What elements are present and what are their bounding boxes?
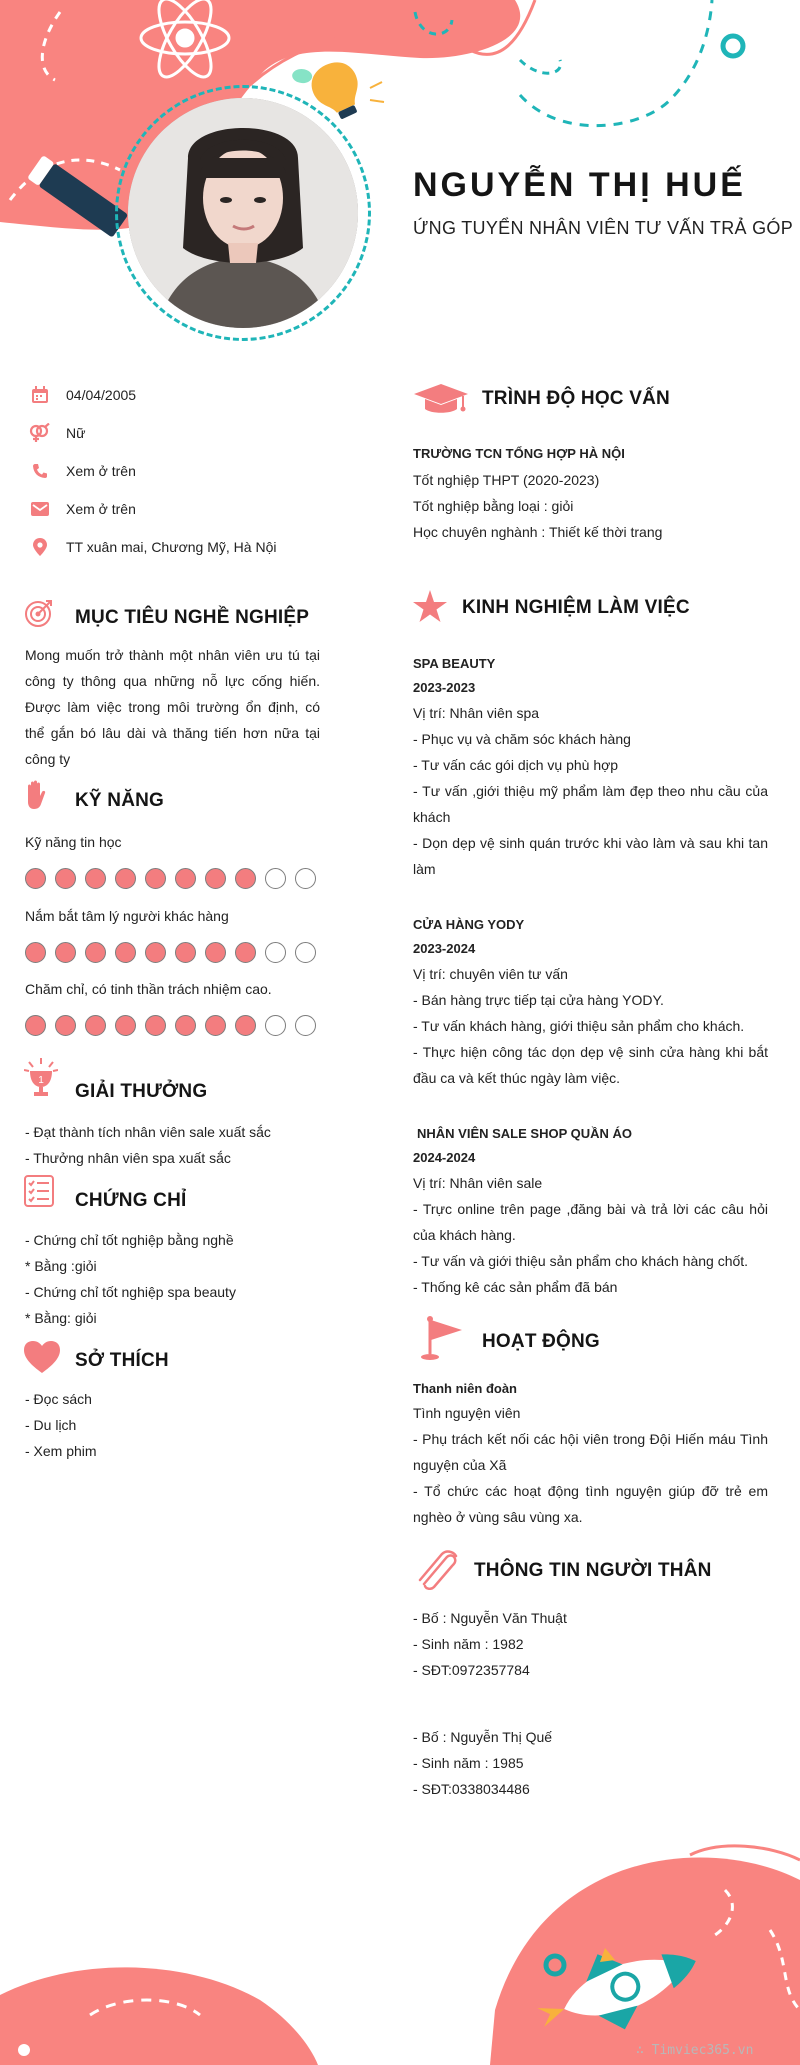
rating-dot-filled	[175, 868, 196, 889]
certificates-line-1: * Bằng :giỏi	[25, 1258, 97, 1274]
experience-title: KINH NGHIỆM LÀM VIỆC	[462, 597, 690, 618]
job-2-period: 2024-2024	[413, 1150, 476, 1165]
rating-dot-empty	[265, 868, 286, 889]
education-school: TRƯỜNG TCN TỔNG HỢP HÀ NỘI	[413, 446, 625, 461]
email-row	[28, 497, 136, 521]
rating-dot-filled	[145, 942, 166, 963]
svg-text:1: 1	[38, 1075, 44, 1086]
gender-row	[28, 421, 85, 445]
rating-dot-filled	[85, 942, 106, 963]
family-0-born: - Sinh năm : 1982	[413, 1636, 524, 1652]
job-1-period: 2023-2024	[413, 941, 476, 956]
hobbies-title: SỞ THÍCH	[75, 1350, 169, 1371]
awards-line-0: - Đạt thành tích nhân viên sale xuất sắc	[25, 1124, 271, 1140]
rating-dot-filled	[175, 942, 196, 963]
rating-dot-empty	[265, 1015, 286, 1036]
skill-rating-1	[25, 942, 316, 963]
rating-dot-filled	[175, 1015, 196, 1036]
checklist-icon	[24, 1175, 54, 1207]
education-line-2: Học chuyên nghành : Thiết kế thời trang	[413, 524, 663, 540]
location-pin-icon	[28, 535, 52, 559]
job-1-duty-0: - Bán hàng trực tiếp tại cửa hàng YODY.	[413, 992, 664, 1008]
gender-icon	[28, 421, 52, 445]
rating-dot-filled	[145, 868, 166, 889]
job-1-role: Vị trí: chuyên viên tư vấn	[413, 966, 568, 982]
skill-name-2: Chăm chỉ, có tinh thần trách nhiệm cao.	[25, 981, 272, 997]
objective-title: MỤC TIÊU NGHỀ NGHIỆP	[75, 607, 310, 628]
raised-hand-icon	[24, 780, 48, 812]
awards-line-1: - Thưởng nhân viên spa xuất sắc	[25, 1150, 231, 1166]
job-0-duty-3: - Dọn dẹp vệ sinh quán trước khi vào làm và sau khi tan làm	[413, 835, 768, 877]
rating-dot-filled	[145, 1015, 166, 1036]
rating-dot-filled	[205, 942, 226, 963]
trophy-icon	[24, 1058, 58, 1098]
watermark-text: Timviec365.vn	[651, 2043, 754, 2058]
certificates-line-3: * Bằng: giỏi	[25, 1310, 97, 1326]
activities-title: HOẠT ĐỘNG	[482, 1331, 600, 1352]
family-1-born: - Sinh năm : 1985	[413, 1755, 524, 1771]
activities-role: Tình nguyện viên	[413, 1405, 521, 1421]
job-1-duty-1: - Tư vấn khách hàng, giới thiệu sản phẩm cho khách.	[413, 1018, 745, 1034]
email-text: Xem ở trên	[66, 501, 136, 517]
education-line-0: Tốt nghiệp THPT (2020-2023)	[413, 472, 600, 488]
rating-dot-filled	[85, 868, 106, 889]
activities-org: Thanh niên đoàn	[413, 1381, 517, 1396]
flag-icon	[418, 1316, 464, 1362]
paperclip-icon	[416, 1550, 458, 1590]
awards-title: GIẢI THƯỞNG	[75, 1081, 208, 1102]
activities-line-1: - Tổ chức các hoạt động tình nguyện giúp đỡ trẻ em nghèo ở vùng sâu vùng xa.	[413, 1483, 768, 1525]
heart-icon	[23, 1340, 61, 1374]
rating-dot-filled	[25, 942, 46, 963]
family-0-phone: - SĐT:0972357784	[413, 1662, 530, 1678]
graduation-cap-icon	[413, 382, 469, 416]
job-0-duty-0: - Phục vụ và chăm sóc khách hàng	[413, 731, 631, 747]
avatar	[128, 98, 358, 328]
job-2-company: NHÂN VIÊN SALE SHOP QUẦN ÁO	[417, 1126, 633, 1141]
rating-dot-filled	[205, 1015, 226, 1036]
job-0-duty-2: - Tư vấn ,giới thiệu mỹ phẩm làm đẹp theo nhu cầu của khách	[413, 783, 768, 825]
phone-icon	[28, 459, 52, 483]
family-title: THÔNG TIN NGƯỜI THÂN	[474, 1560, 712, 1581]
rating-dot-filled	[115, 1015, 136, 1036]
rating-dot-filled	[55, 868, 76, 889]
job-2-duty-2: - Thống kê các sản phẩm đã bán	[413, 1279, 618, 1295]
job-1-company: CỬA HÀNG YODY	[413, 917, 525, 932]
rating-dot-filled	[25, 868, 46, 889]
certificates-line-0: - Chứng chỉ tốt nghiệp bằng nghề	[25, 1232, 234, 1248]
star-icon	[413, 590, 447, 623]
rating-dot-filled	[85, 1015, 106, 1036]
birthday-text: 04/04/2005	[66, 387, 137, 403]
activities-line-0: - Phụ trách kết nối các hội viên trong Đội Hiến máu Tình nguyện của Xã	[413, 1431, 768, 1473]
skill-rating-2	[25, 1015, 316, 1036]
email-icon	[28, 497, 52, 521]
objective-text: Mong muốn trở thành một nhân viên ưu tú tại công ty thông qua những nỗ lực cống hiến. Được làm việc trong môi trường ổn định, có thể gắn bó lâu dài và thăng tiến hơn nữa tại công ty	[25, 647, 320, 767]
avatar-frame	[115, 85, 371, 341]
job-2-role: Vị trí: Nhân viên sale	[413, 1175, 543, 1191]
job-0-period: 2023-2023	[413, 680, 476, 695]
rating-dot-filled	[205, 868, 226, 889]
skill-name-0: Kỹ năng tin học	[25, 834, 122, 850]
rating-dot-empty	[295, 868, 316, 889]
rating-dot-filled	[115, 868, 136, 889]
hobbies-line-2: - Xem phim	[25, 1443, 97, 1459]
portrait-photo	[128, 98, 358, 328]
certificates-line-2: - Chứng chỉ tốt nghiệp spa beauty	[25, 1284, 236, 1300]
rating-dot-empty	[295, 1015, 316, 1036]
address-text: TT xuân mai, Chương Mỹ, Hà Nội	[66, 539, 277, 555]
rating-dot-filled	[25, 1015, 46, 1036]
hobbies-line-1: - Du lịch	[25, 1417, 77, 1433]
address-row	[28, 535, 276, 559]
rating-dot-filled	[235, 1015, 256, 1036]
hobbies-line-0: - Đọc sách	[25, 1391, 92, 1407]
gender-text: Nữ	[66, 425, 86, 441]
rating-dot-filled	[55, 942, 76, 963]
education-title: TRÌNH ĐỘ HỌC VẤN	[482, 388, 670, 409]
rating-dot-filled	[115, 942, 136, 963]
rating-dot-empty	[265, 942, 286, 963]
rating-dot-filled	[235, 942, 256, 963]
applied-position: ỨNG TUYỂN NHÂN VIÊN TƯ VẤN TRẢ GÓP	[413, 218, 794, 238]
calendar-icon	[28, 383, 52, 407]
job-0-duty-1: - Tư vấn các gói dịch vụ phù hợp	[413, 757, 619, 773]
rating-dot-filled	[55, 1015, 76, 1036]
job-2-duty-1: - Tư vấn và giới thiệu sản phẩm cho khách hàng chốt.	[413, 1253, 749, 1269]
target-icon	[24, 598, 54, 628]
skills-title: KỸ NĂNG	[75, 790, 165, 811]
education-line-1: Tốt nghiệp bằng loại : giỏi	[413, 498, 574, 514]
skill-rating-0	[25, 868, 316, 889]
rating-dot-filled	[235, 868, 256, 889]
candidate-name: NGUYỄN THỊ HUẾ	[413, 166, 746, 204]
phone-row	[28, 459, 136, 483]
phone-text: Xem ở trên	[66, 463, 136, 479]
skill-name-1: Nắm bắt tâm lý người khác hàng	[25, 908, 229, 924]
birthday-row	[28, 383, 136, 407]
job-1-duty-2: - Thực hiện công tác dọn dẹp vệ sinh cửa hàng khi bắt đầu ca và kết thúc ngày làm việc.	[413, 1044, 768, 1086]
family-0-name: - Bố : Nguyễn Văn Thuật	[413, 1610, 567, 1626]
watermark: ∴ Timviec365.vn	[636, 2043, 754, 2058]
family-1-name: - Bố : Nguyễn Thị Quế	[413, 1729, 553, 1745]
job-0-company: SPA BEAUTY	[413, 656, 496, 671]
certificates-title: CHỨNG CHỈ	[75, 1190, 187, 1211]
family-1-phone: - SĐT:0338034486	[413, 1781, 530, 1797]
job-2-duty-0: - Trực online trên page ,đăng bài và trả lời các câu hỏi của khách hàng.	[413, 1201, 768, 1243]
rating-dot-empty	[295, 942, 316, 963]
job-0-role: Vị trí: Nhân viên spa	[413, 705, 540, 721]
